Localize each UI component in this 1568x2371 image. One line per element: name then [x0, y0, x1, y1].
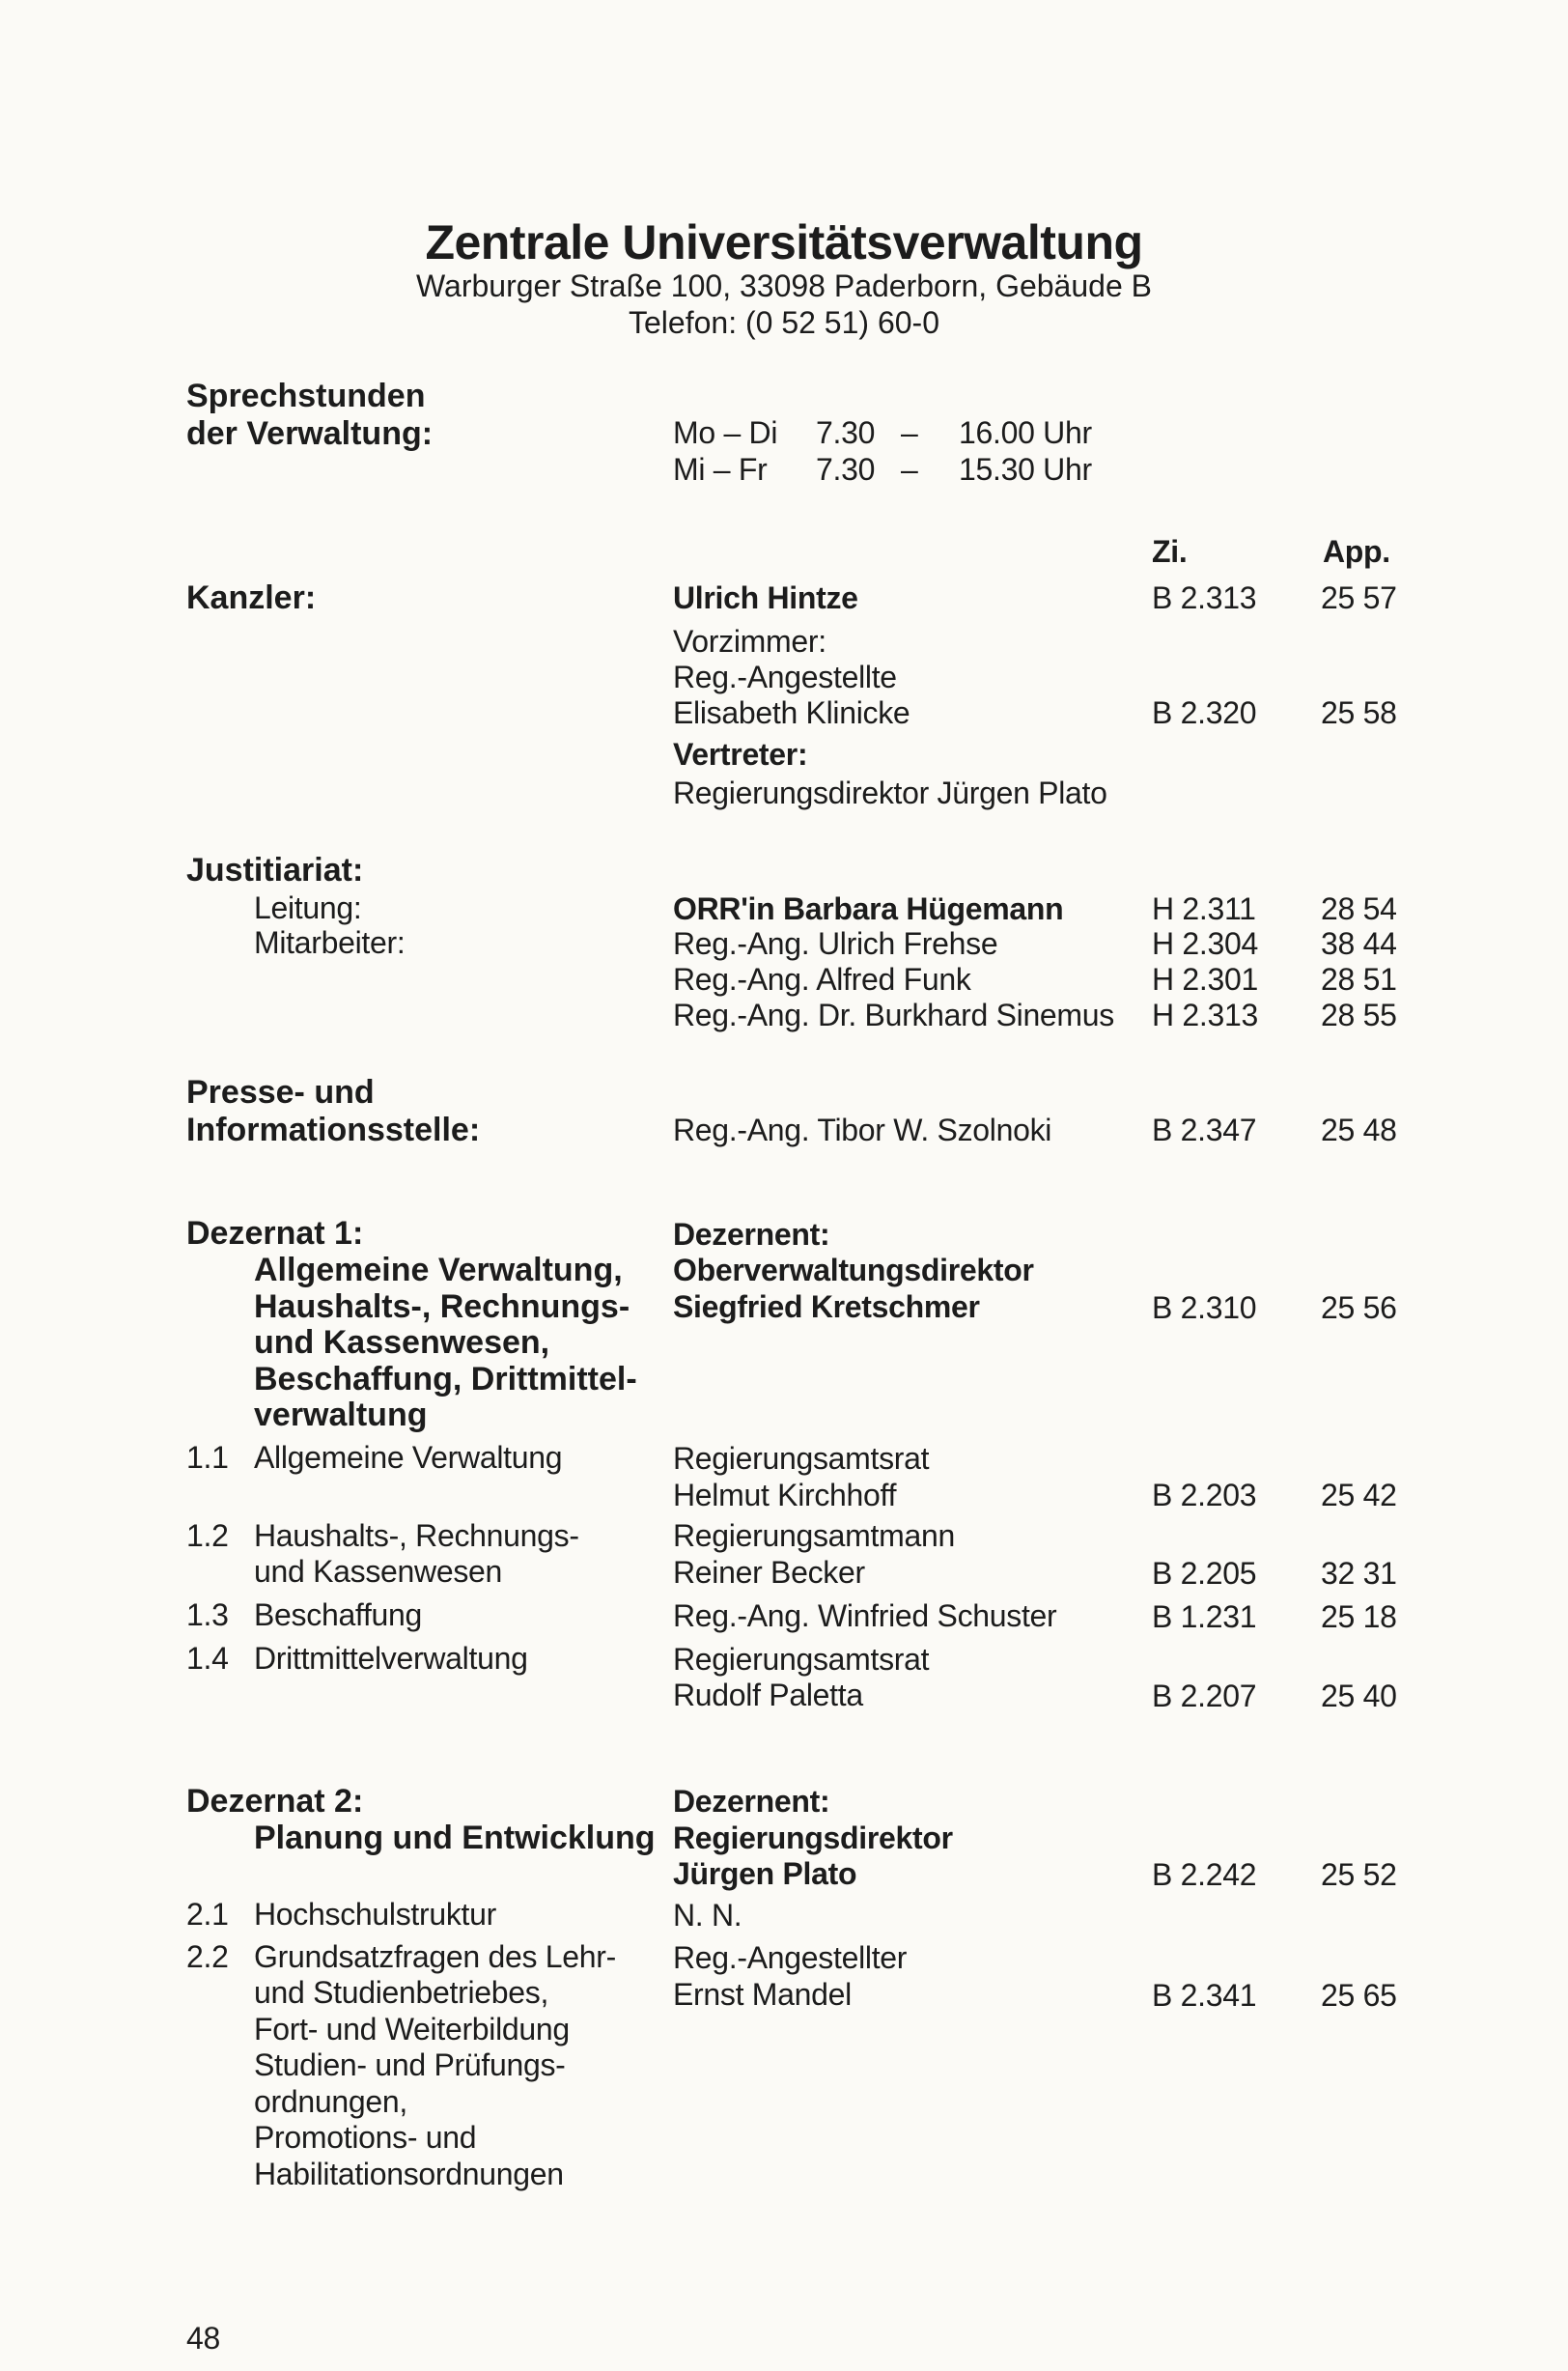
- column-header-room: Zi.: [1152, 534, 1188, 569]
- item-room: B 2.203: [1152, 1478, 1257, 1512]
- item-person-title: Regierungsamtsrat: [673, 1441, 930, 1476]
- item-text: Hochschulstruktur: [254, 1897, 496, 1932]
- hours-label-2: der Verwaltung:: [186, 415, 434, 452]
- kanzler-label: Kanzler:: [186, 579, 317, 616]
- hours-from: 7.30: [816, 452, 876, 487]
- hours-days: Mi – Fr: [673, 452, 768, 487]
- justitiariat-app: 28 55: [1321, 998, 1397, 1032]
- kanzler-room: B 2.313: [1152, 580, 1257, 615]
- dezernat2-app: 25 52: [1321, 1857, 1397, 1892]
- item-number: 1.3: [186, 1597, 229, 1632]
- item-person-name: N. N.: [673, 1898, 742, 1933]
- presse-name: Reg.-Ang. Tibor W. Szolnoki: [673, 1113, 1052, 1147]
- justitiariat-name: Reg.-Ang. Dr. Burkhard Sinemus: [673, 998, 1114, 1032]
- item-person-name: Ernst Mandel: [673, 1977, 852, 2012]
- item-number: 1.2: [186, 1518, 229, 1553]
- page-number: 48: [186, 2321, 220, 2356]
- item-person-name: Rudolf Paletta: [673, 1678, 863, 1712]
- item-text: Fort- und Weiterbildung: [254, 2012, 570, 2046]
- hours-label-1: Sprechstunden: [186, 378, 426, 414]
- item-person-title: Regierungsamtsrat: [673, 1642, 930, 1677]
- dezernat1-subtitle: verwaltung: [254, 1397, 428, 1433]
- justitiariat-name: ORR'in Barbara Hügemann: [673, 891, 1064, 926]
- item-person-name: Reg.-Ang. Winfried Schuster: [673, 1598, 1057, 1633]
- dezernat1-app: 25 56: [1321, 1290, 1397, 1325]
- hours-dash: –: [901, 452, 918, 487]
- dezernat2-dezernent-title: Regierungsdirektor: [673, 1821, 953, 1855]
- item-person-title: Reg.-Angestellter: [673, 1940, 908, 1975]
- item-text: und Studienbetriebes,: [254, 1975, 549, 2010]
- dezernat2-label: Dezernat 2:: [186, 1783, 364, 1820]
- dezernat1-subtitle: Allgemeine Verwaltung,: [254, 1252, 623, 1288]
- page-title: Zentrale Universitätsverwaltung: [425, 215, 1143, 269]
- item-text: Habilitationsordnungen: [254, 2157, 564, 2191]
- presse-label-2: Informationsstelle:: [186, 1112, 481, 1148]
- item-room: B 2.205: [1152, 1556, 1257, 1591]
- item-number: 2.2: [186, 1939, 229, 1974]
- hours-days: Mo – Di: [673, 415, 778, 450]
- item-app: 25 65: [1321, 1978, 1397, 2013]
- justitiariat-name: Reg.-Ang. Alfred Funk: [673, 962, 971, 997]
- justitiariat-app: 38 44: [1321, 926, 1397, 961]
- presse-app: 25 48: [1321, 1113, 1397, 1147]
- dezernat2-dezernent-label: Dezernent:: [673, 1784, 830, 1819]
- item-text: Allgemeine Verwaltung: [254, 1440, 563, 1475]
- item-app: 25 18: [1321, 1599, 1397, 1634]
- item-text: Studien- und Prüfungs-: [254, 2047, 566, 2082]
- hours-dash: –: [901, 415, 918, 450]
- item-text: und Kassenwesen: [254, 1554, 503, 1589]
- item-person-title: Regierungsamtmann: [673, 1518, 955, 1553]
- dezernat1-subtitle: Haushalts-, Rechnungs-: [254, 1288, 630, 1325]
- item-person-name: Reiner Becker: [673, 1555, 865, 1590]
- address: Warburger Straße 100, 33098 Paderborn, Gebäude B: [416, 268, 1152, 303]
- item-room: B 1.231: [1152, 1599, 1257, 1634]
- item-text: Haushalts-, Rechnungs-: [254, 1518, 579, 1553]
- vertreter-name: Regierungsdirektor Jürgen Plato: [673, 776, 1107, 810]
- item-app: 25 40: [1321, 1679, 1397, 1713]
- kanzler-app: 25 57: [1321, 580, 1397, 615]
- dezernat2-dezernent-name: Jürgen Plato: [673, 1856, 857, 1891]
- item-number: 2.1: [186, 1897, 229, 1932]
- item-room: B 2.341: [1152, 1978, 1257, 2013]
- item-number: 1.4: [186, 1641, 229, 1676]
- vorzimmer-name: Elisabeth Klinicke: [673, 695, 910, 730]
- dezernat1-room: B 2.310: [1152, 1290, 1257, 1325]
- dezernat1-subtitle: Beschaffung, Drittmittel-: [254, 1361, 637, 1397]
- leitung-label: Leitung:: [254, 890, 362, 925]
- dezernat1-dezernent-title: Oberverwaltungsdirektor: [673, 1253, 1034, 1287]
- phone-number: Telefon: (0 52 51) 60-0: [629, 305, 939, 340]
- item-room: B 2.207: [1152, 1679, 1257, 1713]
- presse-label-1: Presse- und: [186, 1074, 375, 1111]
- justitiariat-app: 28 51: [1321, 962, 1397, 997]
- vorzimmer-room: B 2.320: [1152, 695, 1257, 730]
- item-app: 25 42: [1321, 1478, 1397, 1512]
- kanzler-name: Ulrich Hintze: [673, 580, 858, 615]
- item-text: Beschaffung: [254, 1597, 423, 1632]
- vorzimmer-app: 25 58: [1321, 695, 1397, 730]
- dezernat1-subtitle: und Kassenwesen,: [254, 1324, 550, 1361]
- presse-room: B 2.347: [1152, 1113, 1257, 1147]
- item-text: Promotions- und: [254, 2120, 477, 2155]
- column-header-phone: App.: [1323, 534, 1390, 569]
- vorzimmer-label: Vorzimmer:: [673, 624, 826, 659]
- dezernat1-dezernent-name: Siegfried Kretschmer: [673, 1289, 980, 1324]
- item-number: 1.1: [186, 1440, 229, 1475]
- dezernat1-dezernent-label: Dezernent:: [673, 1217, 830, 1252]
- dezernat2-room: B 2.242: [1152, 1857, 1257, 1892]
- dezernat1-label: Dezernat 1:: [186, 1215, 364, 1252]
- item-text: Drittmittelverwaltung: [254, 1641, 528, 1676]
- hours-to: 15.30 Uhr: [959, 452, 1092, 487]
- justitiariat-label: Justitiariat:: [186, 852, 364, 889]
- justitiariat-room: H 2.311: [1152, 891, 1256, 926]
- vertreter-label: Vertreter:: [673, 737, 808, 772]
- justitiariat-room: H 2.313: [1152, 998, 1258, 1032]
- vorzimmer-title: Reg.-Angestellte: [673, 660, 897, 694]
- justitiariat-app: 28 54: [1321, 891, 1397, 926]
- justitiariat-room: H 2.304: [1152, 926, 1258, 961]
- item-text: ordnungen,: [254, 2084, 407, 2119]
- item-person-name: Helmut Kirchhoff: [673, 1478, 897, 1512]
- mitarbeiter-label: Mitarbeiter:: [254, 925, 406, 960]
- dezernat2-subtitle: Planung und Entwicklung: [254, 1820, 656, 1856]
- item-app: 32 31: [1321, 1556, 1397, 1591]
- hours-to: 16.00 Uhr: [959, 415, 1092, 450]
- item-text: Grundsatzfragen des Lehr-: [254, 1939, 616, 1974]
- justitiariat-room: H 2.301: [1152, 962, 1258, 997]
- justitiariat-name: Reg.-Ang. Ulrich Frehse: [673, 926, 998, 961]
- hours-from: 7.30: [816, 415, 876, 450]
